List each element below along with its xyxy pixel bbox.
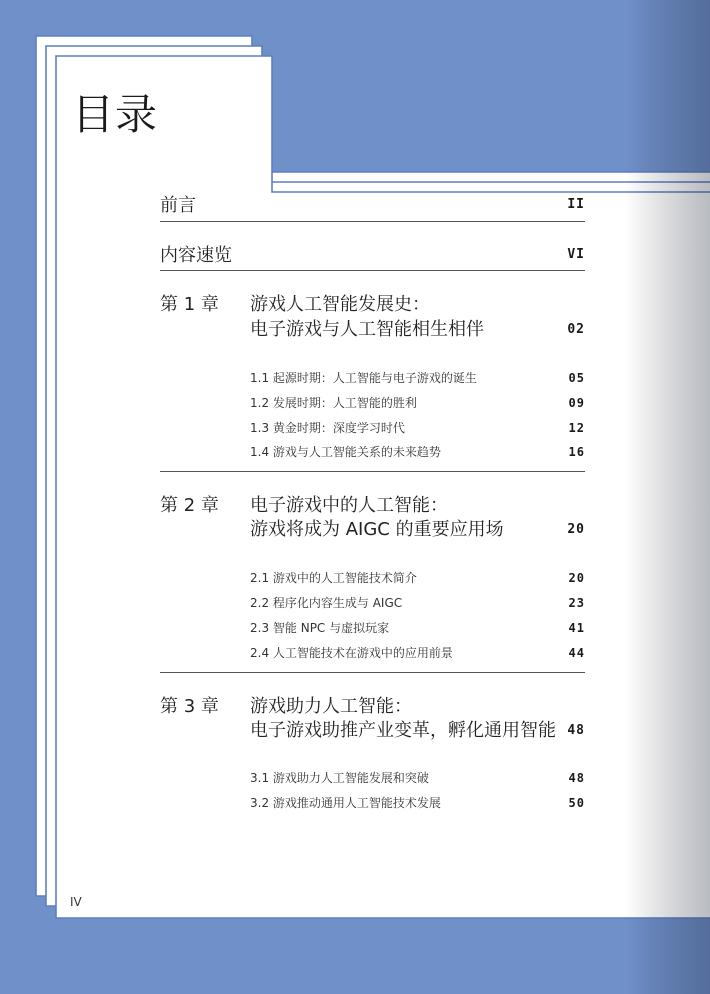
section-page: 09 — [568, 396, 585, 410]
toc-entry-page: II — [567, 197, 585, 212]
section-label: 3.2 游戏推动通用人工智能技术发展 — [250, 796, 441, 810]
divider-rule — [160, 471, 585, 472]
section-page: 12 — [568, 421, 585, 435]
section-page: 20 — [568, 571, 585, 585]
toc-entry-label: 前言 — [160, 195, 196, 216]
divider-rule — [160, 270, 585, 271]
section-label: 3.1 游戏助力人工智能发展和突破 — [250, 771, 429, 785]
chapter-page: 48 — [567, 723, 585, 738]
section-label: 2.1 游戏中的人工智能技术简介 — [250, 571, 417, 585]
chapter-title-line1: 电子游戏中的人工智能： — [250, 495, 448, 516]
section-page: 16 — [568, 445, 585, 459]
section-label: 1.2 发展时期：人工智能的胜利 — [250, 396, 417, 410]
section-page: 23 — [568, 596, 585, 610]
section-label: 2.2 程序化内容生成与 AIGC — [250, 596, 403, 610]
right-edge-shadow — [625, 0, 710, 994]
chapter-title-line2: 电子游戏助推产业变革，孵化通用智能 — [250, 720, 556, 741]
chapter-title-line2: 电子游戏与人工智能相生相伴 — [250, 319, 484, 340]
section-page: 50 — [568, 796, 585, 810]
section-label: 1.3 黄金时期：深度学习时代 — [250, 421, 405, 435]
page-number-folio: IV — [70, 895, 82, 909]
divider-rule — [160, 672, 585, 673]
chapter-number: 第 3 章 — [160, 696, 219, 717]
chapter-title-line2: 游戏将成为 AIGC 的重要应用场 — [250, 519, 504, 540]
section-label: 2.4 人工智能技术在游戏中的应用前景 — [250, 646, 453, 660]
page-title: 目录 — [72, 90, 159, 139]
chapter-page: 02 — [567, 322, 585, 337]
chapter-page: 20 — [567, 522, 585, 537]
divider-rule — [160, 221, 585, 222]
chapter-title-line1: 游戏人工智能发展史： — [250, 294, 430, 315]
section-label: 1.1 起源时期：人工智能与电子游戏的诞生 — [250, 371, 477, 385]
section-page: 41 — [568, 621, 585, 635]
toc-entry-label: 内容速览 — [160, 245, 232, 266]
section-page: 48 — [568, 771, 585, 785]
section-label: 1.4 游戏与人工智能关系的未来趋势 — [250, 445, 441, 459]
section-label: 2.3 智能 NPC 与虚拟玩家 — [250, 621, 390, 635]
chapter-title-line1: 游戏助力人工智能： — [250, 696, 412, 717]
toc-entry-page: VI — [567, 247, 585, 262]
section-page: 44 — [568, 646, 585, 660]
chapter-number: 第 1 章 — [160, 294, 219, 315]
section-page: 05 — [568, 371, 585, 385]
chapter-number: 第 2 章 — [160, 495, 219, 516]
